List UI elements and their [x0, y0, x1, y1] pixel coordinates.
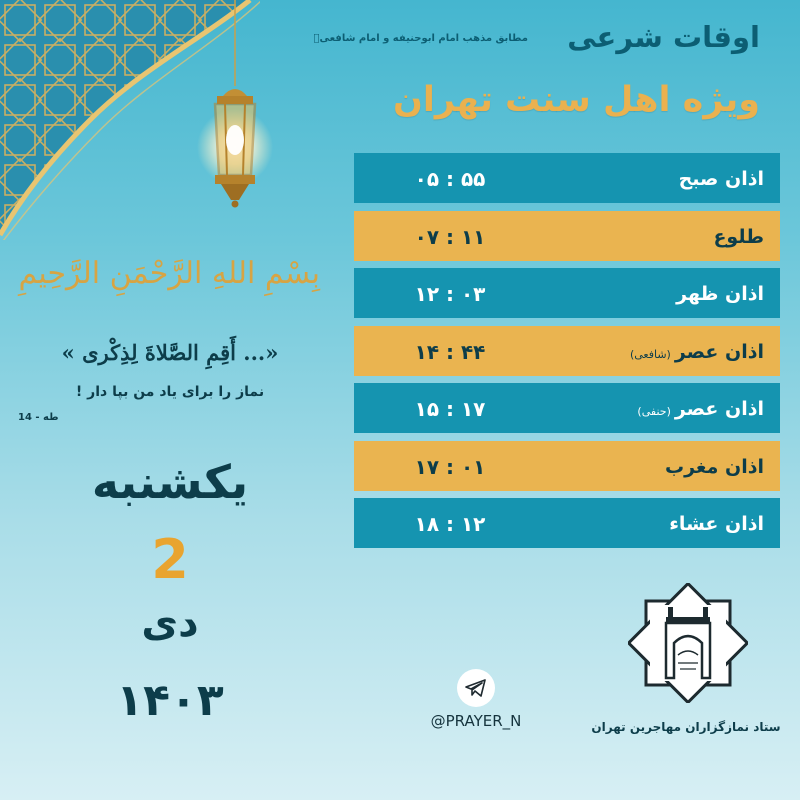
- bismillah-calligraphy: بِسْمِ اللهِ الرَّحْمَنِ الرَّحِیمِ: [18, 256, 320, 291]
- prayer-time: ۱۸ : ۱۲: [414, 512, 486, 536]
- lantern-icon: [195, 0, 275, 215]
- prayer-row-asr-hanafi: [354, 383, 780, 433]
- prayer-label: اذان صبح: [678, 168, 764, 190]
- month-name: دی: [141, 600, 199, 646]
- weekday: یکشنبه: [91, 455, 249, 509]
- verse-reference: طه - 14: [18, 412, 59, 423]
- verse-translation: نماز را برای یاد من بپا دار !: [75, 384, 265, 400]
- header-subtitle: مطابق مذهب امام ابوحنیفه و امام شافعیؒ: [313, 33, 528, 44]
- prayer-label: اذان عشاء: [669, 513, 764, 535]
- prayer-row-isha: [354, 498, 780, 548]
- organization-logo: [628, 583, 748, 703]
- prayer-times-table: [354, 153, 780, 556]
- prayer-time: ۱۵ : ۱۷: [414, 397, 486, 421]
- prayer-row-dhuhr: [354, 268, 780, 318]
- prayer-note: (حنفی): [637, 405, 671, 418]
- prayer-row-maghrib: [354, 441, 780, 491]
- prayer-label: اذان عصر: [674, 398, 764, 420]
- telegram-icon[interactable]: [457, 669, 495, 707]
- prayer-label: اذان مغرب: [664, 455, 764, 478]
- prayer-label: طلوع: [713, 225, 764, 248]
- telegram-handle[interactable]: @PRAYER_N: [430, 712, 522, 730]
- organization-name: ستاد نمازگزاران مهاجرین تهران: [591, 720, 781, 734]
- prayer-row-asr-shafii: [354, 326, 780, 376]
- city-title: ویژه اهل سنت تهران: [392, 80, 760, 120]
- prayer-time: ۰۷ : ۱۱: [414, 224, 486, 249]
- prayer-time: ۱۲ : ۰۳: [414, 282, 486, 306]
- quran-verse: «... أَقِمِ الصَّلاةَ لِذِكْرى »: [61, 340, 279, 365]
- paper-plane-icon: [465, 679, 487, 697]
- year: ۱۴۰۳: [116, 675, 224, 726]
- prayer-row-sunrise: [354, 211, 780, 261]
- prayer-label: اذان عصر: [674, 340, 764, 363]
- prayer-time: ۰۵ : ۵۵: [414, 167, 486, 191]
- header-title: اوقات شرعی: [567, 20, 760, 54]
- day-number: 2: [151, 528, 189, 591]
- prayer-note: (شافعی): [629, 347, 671, 361]
- prayer-row-fajr: [354, 153, 780, 203]
- prayer-time: ۱۴ : ۴۴: [414, 339, 486, 364]
- prayer-time: ۱۷ : ۰۱: [414, 454, 486, 479]
- prayer-label: اذان ظهر: [676, 283, 764, 305]
